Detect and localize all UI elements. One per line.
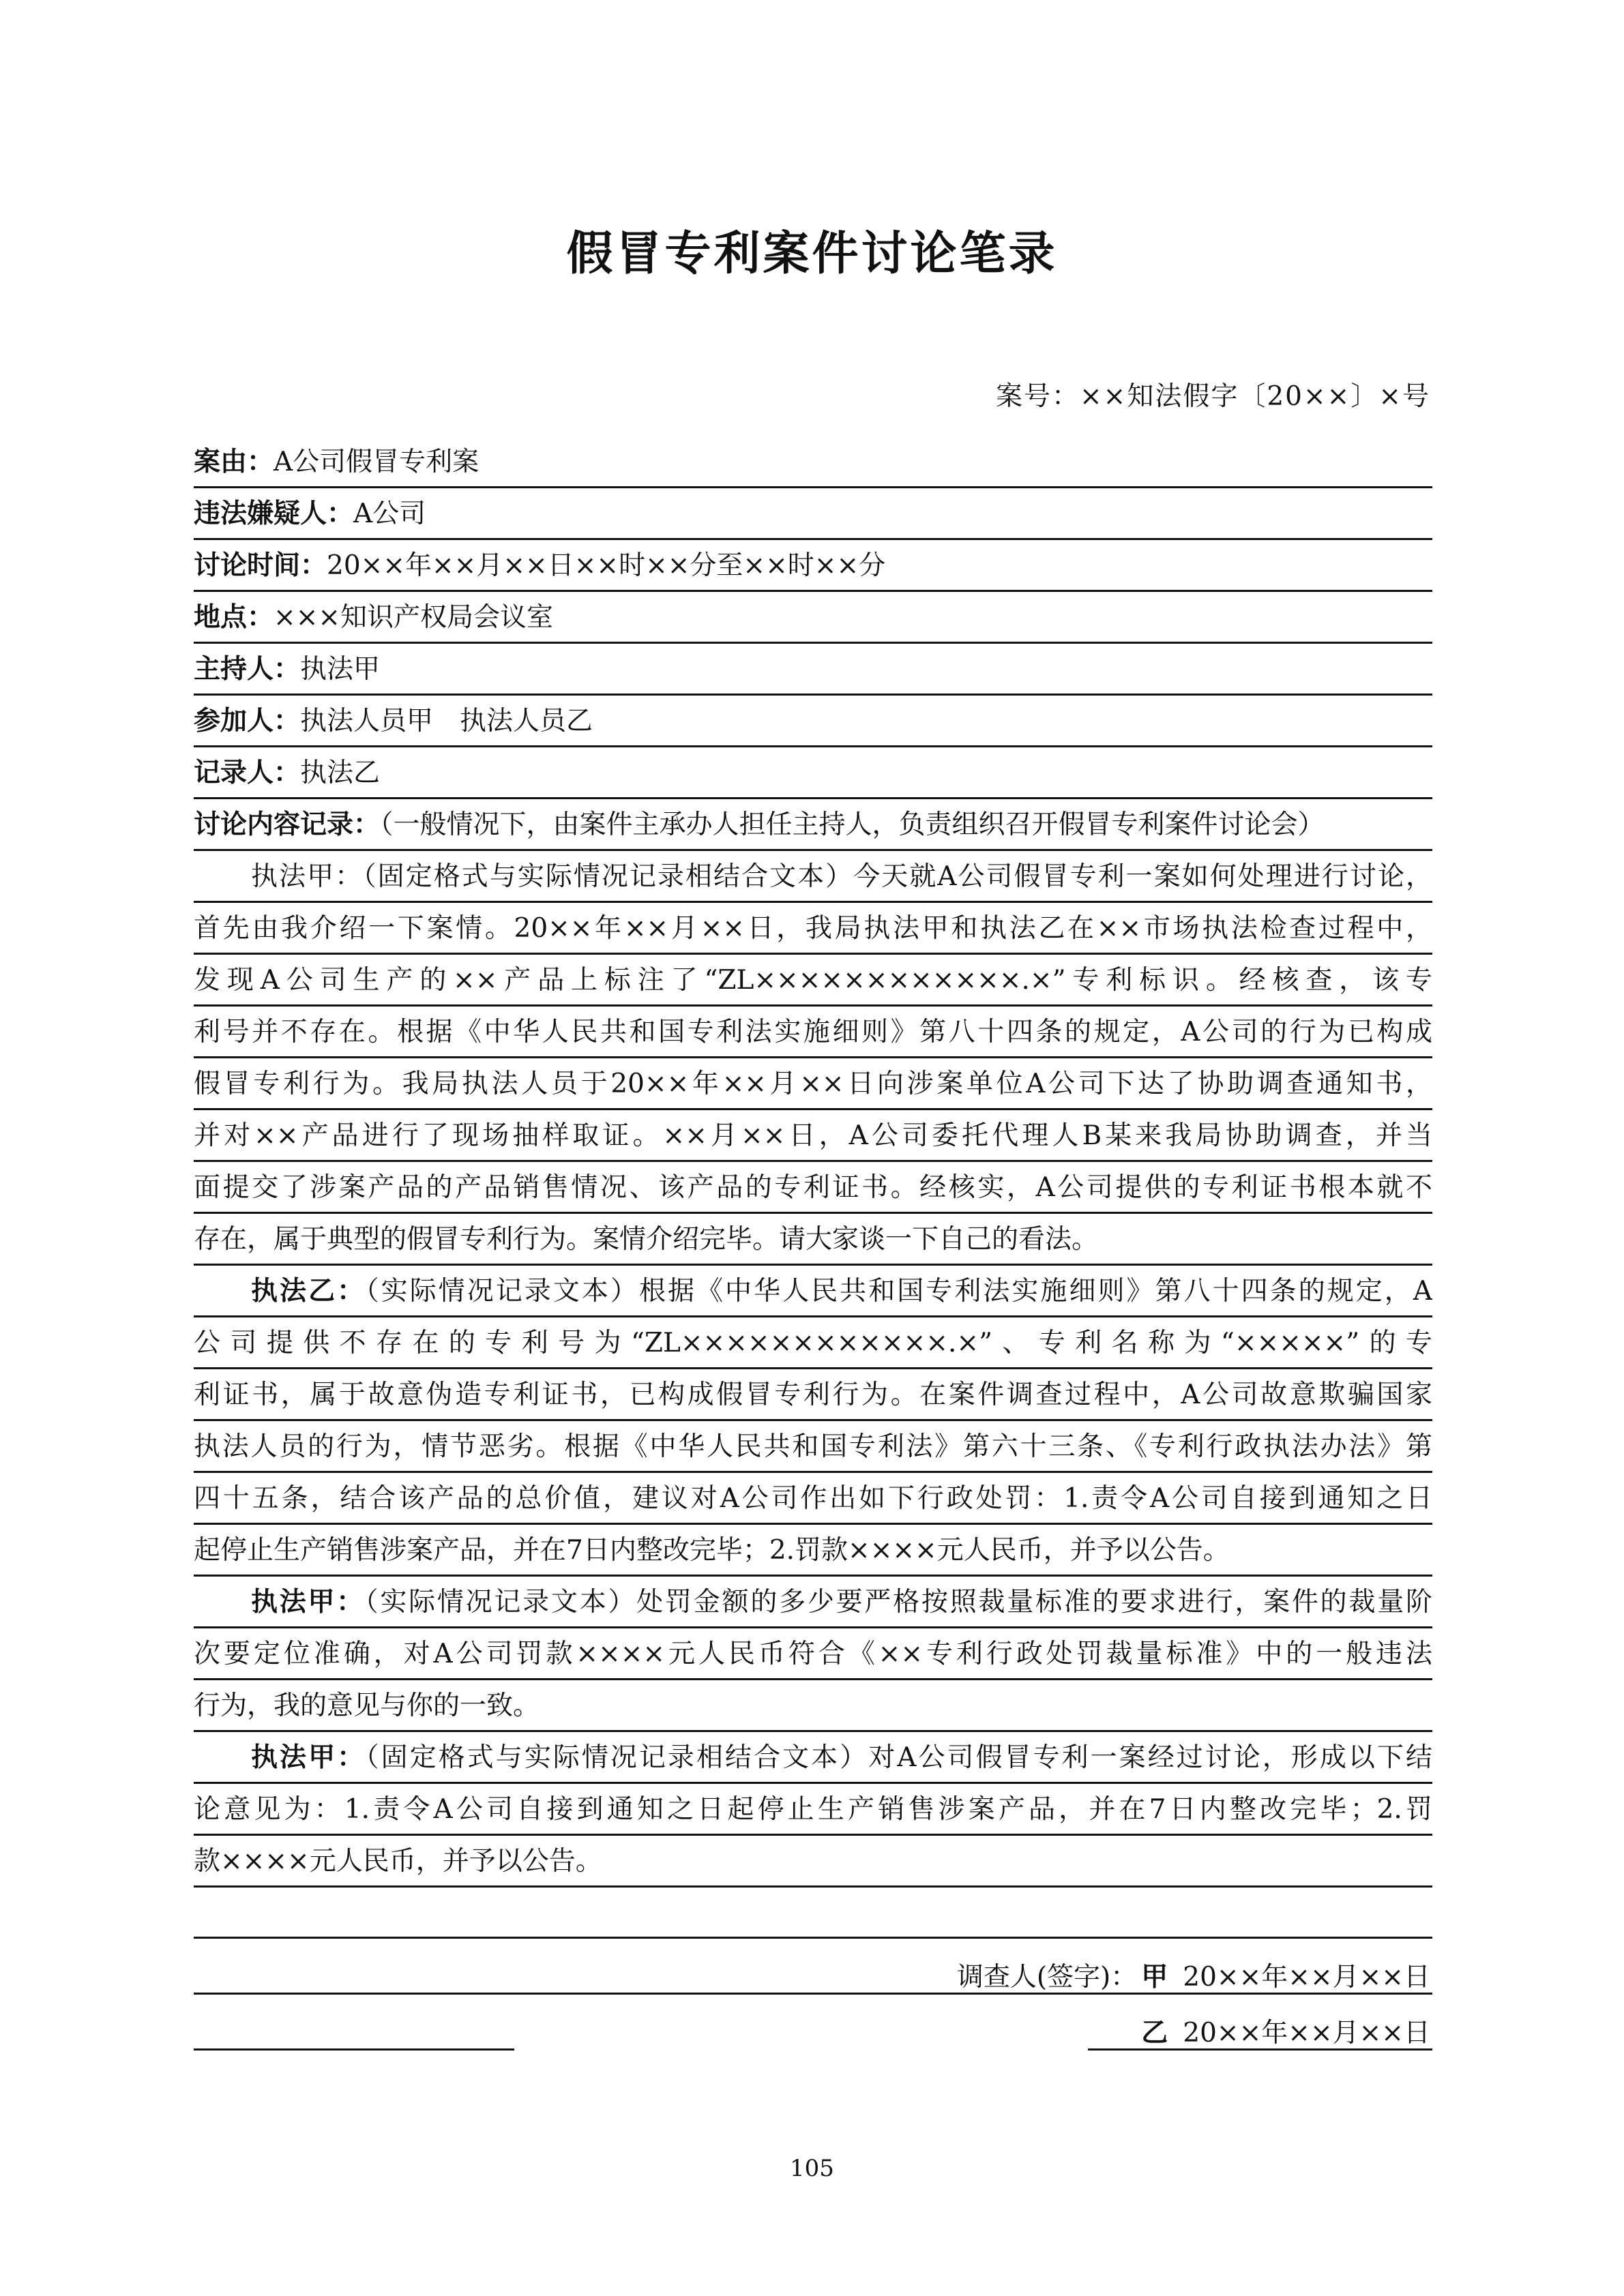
statement-line: 行为，我的意见与你的一致。 (194, 1680, 1432, 1732)
field-label: 违法嫌疑人： (194, 498, 354, 529)
speaker-label: 执法甲： (251, 1742, 366, 1773)
signer-name: 乙 (1141, 2018, 1168, 2048)
statement-line: 利号并不存在。根据《中华人民共和国专利法实施细则》第八十四条的规定，A公司的行为已构成 (194, 1007, 1432, 1058)
signer-name: 甲 (1141, 1962, 1168, 1993)
statement-text: （固定格式与实际情况记录相结合文本）对A公司假冒专利一案经过讨论，形成以下结 (366, 1742, 1432, 1773)
statement-line: 款××××元人民币，并予以公告。 (194, 1836, 1432, 1888)
signature-rule-short (194, 2048, 514, 2051)
statement-4 (194, 1732, 1432, 1888)
statement-line: 面提交了涉案产品的产品销售情况、该产品的专利证书。经核实，A公司提供的专利证书根本就不 (194, 1162, 1432, 1214)
case-number: 案号：××知法假字〔20××〕×号 (995, 381, 1430, 412)
statement-3 (194, 1577, 1432, 1732)
field-participants (194, 696, 1432, 747)
field-value: 20××年××月××日××时××分至××时××分 (327, 550, 886, 581)
field-label: 参加人： (194, 706, 301, 736)
field-label: 主持人： (194, 654, 301, 685)
field-value: A公司 (353, 498, 426, 529)
field-discussion-time (194, 540, 1432, 592)
field-value: （一般情况下，由案件主承办人担任主持人，负责组织召开假冒专利案件讨论会） (380, 809, 1325, 840)
statement-line: 并对××产品进行了现场抽样取证。××月××日，A公司委托代理人B某来我局协助调查，并当 (194, 1110, 1432, 1162)
header-fields (194, 436, 1432, 851)
statement-line: 公司提供不存在的专利号为“ZL××××××××××××.×”、专利名称为“×××××”的专 (194, 1317, 1432, 1369)
speaker-label: 执法乙： (251, 1276, 366, 1307)
field-label: 讨论时间： (194, 550, 327, 581)
field-label: 地点： (194, 602, 274, 633)
statement-line: 论意见为：1.责令A公司自接到通知之日起停止生产销售涉案产品，并在7日内整改完毕；2.罚 (194, 1784, 1432, 1836)
field-value: A公司假冒专利案 (274, 447, 479, 477)
field-value: 执法乙 (300, 758, 381, 788)
statement-text: （实际情况记录文本）处罚金额的多少要严格按照裁量标准的要求进行，案件的裁量阶 (365, 1587, 1432, 1617)
document-title: 假冒专利案件讨论笔录 (566, 227, 1058, 281)
statement-line: 发现A公司生产的××产品上标注了“ZL××××××××××××.×”专利标识。经核查，该专 (194, 955, 1432, 1007)
signature-label: 调查人(签字)： (956, 1962, 1138, 1993)
field-label: 案由： (194, 447, 274, 477)
statement-2 (194, 1266, 1432, 1577)
field-recorder (194, 747, 1432, 799)
page-number: 105 (790, 2155, 834, 2182)
statement-line: 起停止生产销售涉案产品，并在7日内整改完毕；2.罚款××××元人民币，并予以公告。 (194, 1525, 1432, 1577)
field-label: 讨论内容记录： (194, 809, 381, 840)
signature-row-1 (957, 1956, 1430, 1994)
field-value: 执法人员甲 执法人员乙 (300, 706, 593, 736)
signature-row-2 (1137, 2012, 1430, 2050)
statement-line: 存在，属于典型的假冒专利行为。案情介绍完毕。请大家谈一下自己的看法。 (194, 1214, 1432, 1266)
field-location (194, 592, 1432, 644)
statement-line: 利证书，属于故意伪造专利证书，已构成假冒专利行为。在案件调查过程中，A公司故意欺骗国家 (194, 1369, 1432, 1421)
statement-1 (194, 851, 1432, 1266)
statement-line: 四十五条，结合该产品的总价值，建议对A公司作出如下行政处罚：1.责令A公司自接到通知之日 (194, 1473, 1432, 1525)
field-label: 记录人： (194, 758, 301, 788)
signature-date: 20××年××月××日 (1183, 1962, 1430, 1993)
speaker-label: 执法甲： (251, 1587, 366, 1617)
signature-rule-right (1088, 2048, 1432, 2051)
field-value: ×××知识产权局会议室 (274, 602, 554, 633)
statement-line: 次要定位准确，对A公司罚款××××元人民币符合《××专利行政处罚裁量标准》中的一般违法 (194, 1628, 1432, 1680)
statement-line (194, 1577, 1432, 1628)
speaker-label: 执法甲 (251, 861, 336, 892)
field-host (194, 644, 1432, 696)
statement-line (194, 1266, 1432, 1317)
blank-ruled-line (194, 1937, 1432, 1939)
field-discussion-record (194, 799, 1432, 851)
statement-line (194, 1732, 1432, 1784)
statement-line: 假冒专利行为。我局执法人员于20××年××月××日向涉案单位A公司下达了协助调查通知书， (194, 1058, 1432, 1110)
field-suspect (194, 488, 1432, 540)
statement-line (194, 851, 1432, 903)
statement-text: ：（固定格式与实际情况记录相结合文本）今天就A公司假冒专利一案如何处理进行讨论， (335, 861, 1432, 892)
statement-text: （实际情况记录文本）根据《中华人民共和国专利法实施细则》第八十四条的规定，A (366, 1276, 1432, 1307)
field-value: 执法甲 (300, 654, 381, 685)
statement-line: 执法人员的行为，情节恶劣。根据《中华人民共和国专利法》第六十三条、《专利行政执法办法》第 (194, 1421, 1432, 1473)
signature-date: 20××年××月××日 (1183, 2018, 1430, 2048)
statement-line: 首先由我介绍一下案情。20××年××月××日，我局执法甲和执法乙在××市场执法检查过程中， (194, 903, 1432, 955)
signature-rule (194, 1993, 1432, 1995)
field-case-cause (194, 436, 1432, 488)
